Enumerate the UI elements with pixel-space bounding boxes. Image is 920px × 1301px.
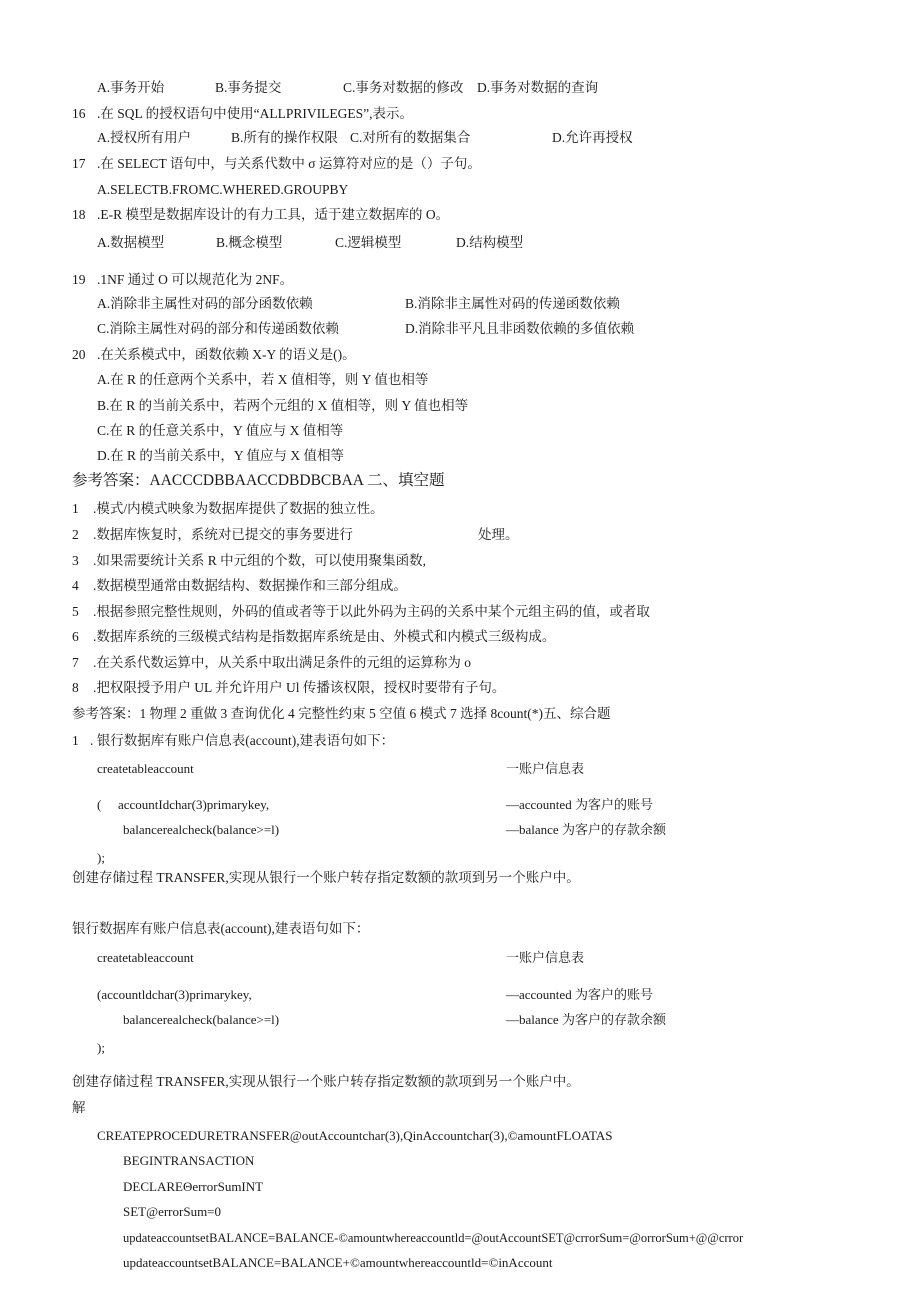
q19-option-a: A.消除非主属性对码的部分函数依赖 [97, 296, 313, 311]
q20-stem: .在关系模式中，函数依赖 X-Y 的语义是()。 [97, 347, 356, 362]
q18-stem: .E-R 模型是数据库设计的有力工具，适于建立数据库的 O。 [97, 207, 450, 222]
sql-close: ); [97, 850, 105, 865]
q16-option-c: C.对所有的数据集合 [350, 130, 471, 145]
fill-number: 1 [72, 501, 79, 516]
code-line: SET@errorSum=0 [123, 1204, 222, 1219]
q19-number: 19 [72, 272, 86, 287]
q17-options: A.SELECTB.FROMC.WHERED.GROUPBY [97, 182, 349, 197]
fill-item: .把权限授予用户 UL 并允许用户 Ul 传播该权限，授权时要带有子句。 [93, 680, 506, 695]
fill-number: 3 [72, 553, 79, 568]
q20-option-d: D.在 R 的当前关系中，Y 值应与 X 值相等 [97, 448, 345, 463]
sql-comment: —balance 为客户的存款余额 [506, 1012, 666, 1027]
sql-create-line: createtableaccount [97, 761, 194, 776]
fill-item: .数据库系统的三级模式结构是指数据库系统是由、外模式和内模式三级构成。 [93, 629, 556, 644]
q19-option-c: C.消除主属性对码的部分和传递函数依赖 [97, 321, 339, 336]
q18-option-c: C.逻辑模型 [335, 235, 402, 250]
code-line: CREATEPROCEDURETRANSFER@outAccountchar(3),QinAccountchar(3),©amountFLOATAS [97, 1128, 613, 1143]
fill-item: .数据库恢复时，系统对已提交的事务要进行 [93, 527, 353, 542]
q17-stem: .在 SELECT 语句中，与关系代数中 σ 运算符对应的是（）子句。 [97, 156, 481, 171]
fill-item: .数据模型通常由数据结构、数据操作和三部分组成。 [93, 578, 407, 593]
sql-close: ); [97, 1040, 105, 1055]
q20-option-a: A.在 R 的任意两个关系中，若 X 值相等，则 Y 值也相等 [97, 372, 429, 387]
q20-option-b: B.在 R 的当前关系中，若两个元组的 X 值相等，则 Y 值也相等 [97, 398, 469, 413]
fill-number: 6 [72, 629, 79, 644]
fill-number: 5 [72, 604, 79, 619]
fill-number: 7 [72, 655, 79, 670]
fill-item: .模式/内模式映象为数据库提供了数据的独立性。 [93, 501, 384, 516]
comp-stem: . 银行数据库有账户信息表(account),建表语句如下： [90, 733, 395, 748]
comp-number: 1 [72, 733, 79, 748]
comp-task: 创建存储过程 TRANSFER,实现从银行一个账户转存指定数额的款项到另一个账户中。 [72, 870, 580, 885]
q20-number: 20 [72, 347, 86, 362]
q18-option-a: A.数据模型 [97, 235, 165, 250]
q18-option-b: B.概念模型 [216, 235, 283, 250]
fill-item: .根据参照完整性规则，外码的值或者等于以此外码为主码的关系中某个元组主码的值，或者取 [93, 604, 650, 619]
fill-item: .如果需要统计关系 R 中元组的个数，可以使用聚集函数, [93, 553, 427, 568]
q15-option-c: C.事务对数据的修改 [343, 80, 464, 95]
q20-option-c: C.在 R 的任意关系中，Y 值应与 X 值相等 [97, 423, 344, 438]
sql-comment: —balance 为客户的存款余额 [506, 822, 666, 837]
code-line: updateaccountsetBALANCE=BALANCE-©amountwhereaccountld=@outAccountSET@crrorSum=@orrorSum+@@crror [123, 1231, 744, 1245]
repeat-task: 创建存储过程 TRANSFER,实现从银行一个账户转存指定数额的款项到另一个账户中。 [72, 1074, 580, 1089]
q16-option-d: D.允许再授权 [552, 130, 633, 145]
q17-number: 17 [72, 156, 86, 171]
fill-item-tail: 处理。 [478, 527, 519, 542]
q19-option-d: D.消除非平凡且非函数依赖的多值依赖 [405, 321, 635, 336]
solution-label: 解 [72, 1100, 86, 1115]
code-line: DECLAREΘerrorSumINT [123, 1179, 264, 1194]
q16-number: 16 [72, 106, 86, 121]
q15-option-a: A.事务开始 [97, 80, 165, 95]
fill-number: 2 [72, 527, 79, 542]
sql-comment: —accounted 为客户的账号 [506, 987, 653, 1002]
q16-option-a: A.授权所有用户 [97, 130, 192, 145]
answer-key-fill: 参考答案：1 物理 2 重做 3 查询优化 4 完整性约束 5 空值 6 模式 7 选择 8count(*)五、综合题 [72, 706, 611, 721]
q19-stem: .1NF 通过 O 可以规范化为 2NF。 [97, 272, 294, 287]
sql-comment: 一账户信息表 [506, 761, 585, 776]
sql-column-line: accountIdchar(3)primarykey, [118, 797, 270, 812]
sql-comment: —accounted 为客户的账号 [506, 797, 653, 812]
q16-stem: .在 SQL 的授权语句中使用“ALLPRIVILEGES”,表示。 [97, 106, 413, 121]
code-line: BEGINTRANSACTION [123, 1153, 255, 1168]
q19-option-b: B.消除非主属性对码的传递函数依赖 [405, 296, 620, 311]
sql-column-line: balancerealcheck(balance>=l) [123, 1012, 280, 1027]
q18-number: 18 [72, 207, 86, 222]
q15-option-b: B.事务提交 [215, 80, 282, 95]
sql-column-line: (accountldchar(3)primarykey, [97, 987, 252, 1002]
fill-number: 8 [72, 680, 79, 695]
q16-option-b: B.所有的操作权限 [231, 130, 338, 145]
answer-key-choice: 参考答案：AACCCDBBAACCDBDBCBAA 二、填空题 [72, 472, 445, 489]
fill-number: 4 [72, 578, 79, 593]
fill-item: .在关系代数运算中，从关系中取出满足条件的元组的运算称为 o [93, 655, 471, 670]
repeat-stem: 银行数据库有账户信息表(account),建表语句如下： [72, 921, 370, 936]
q18-option-d: D.结构模型 [456, 235, 524, 250]
sql-paren: ( [97, 797, 102, 812]
q15-option-d: D.事务对数据的查询 [477, 80, 599, 95]
sql-comment: 一账户信息表 [506, 950, 585, 965]
sql-create-line: createtableaccount [97, 950, 194, 965]
sql-column-line: balancerealcheck(balance>=l) [123, 822, 280, 837]
code-line: updateaccountsetBALANCE=BALANCE+©amountwhereaccountld=©inAccount [123, 1255, 553, 1270]
